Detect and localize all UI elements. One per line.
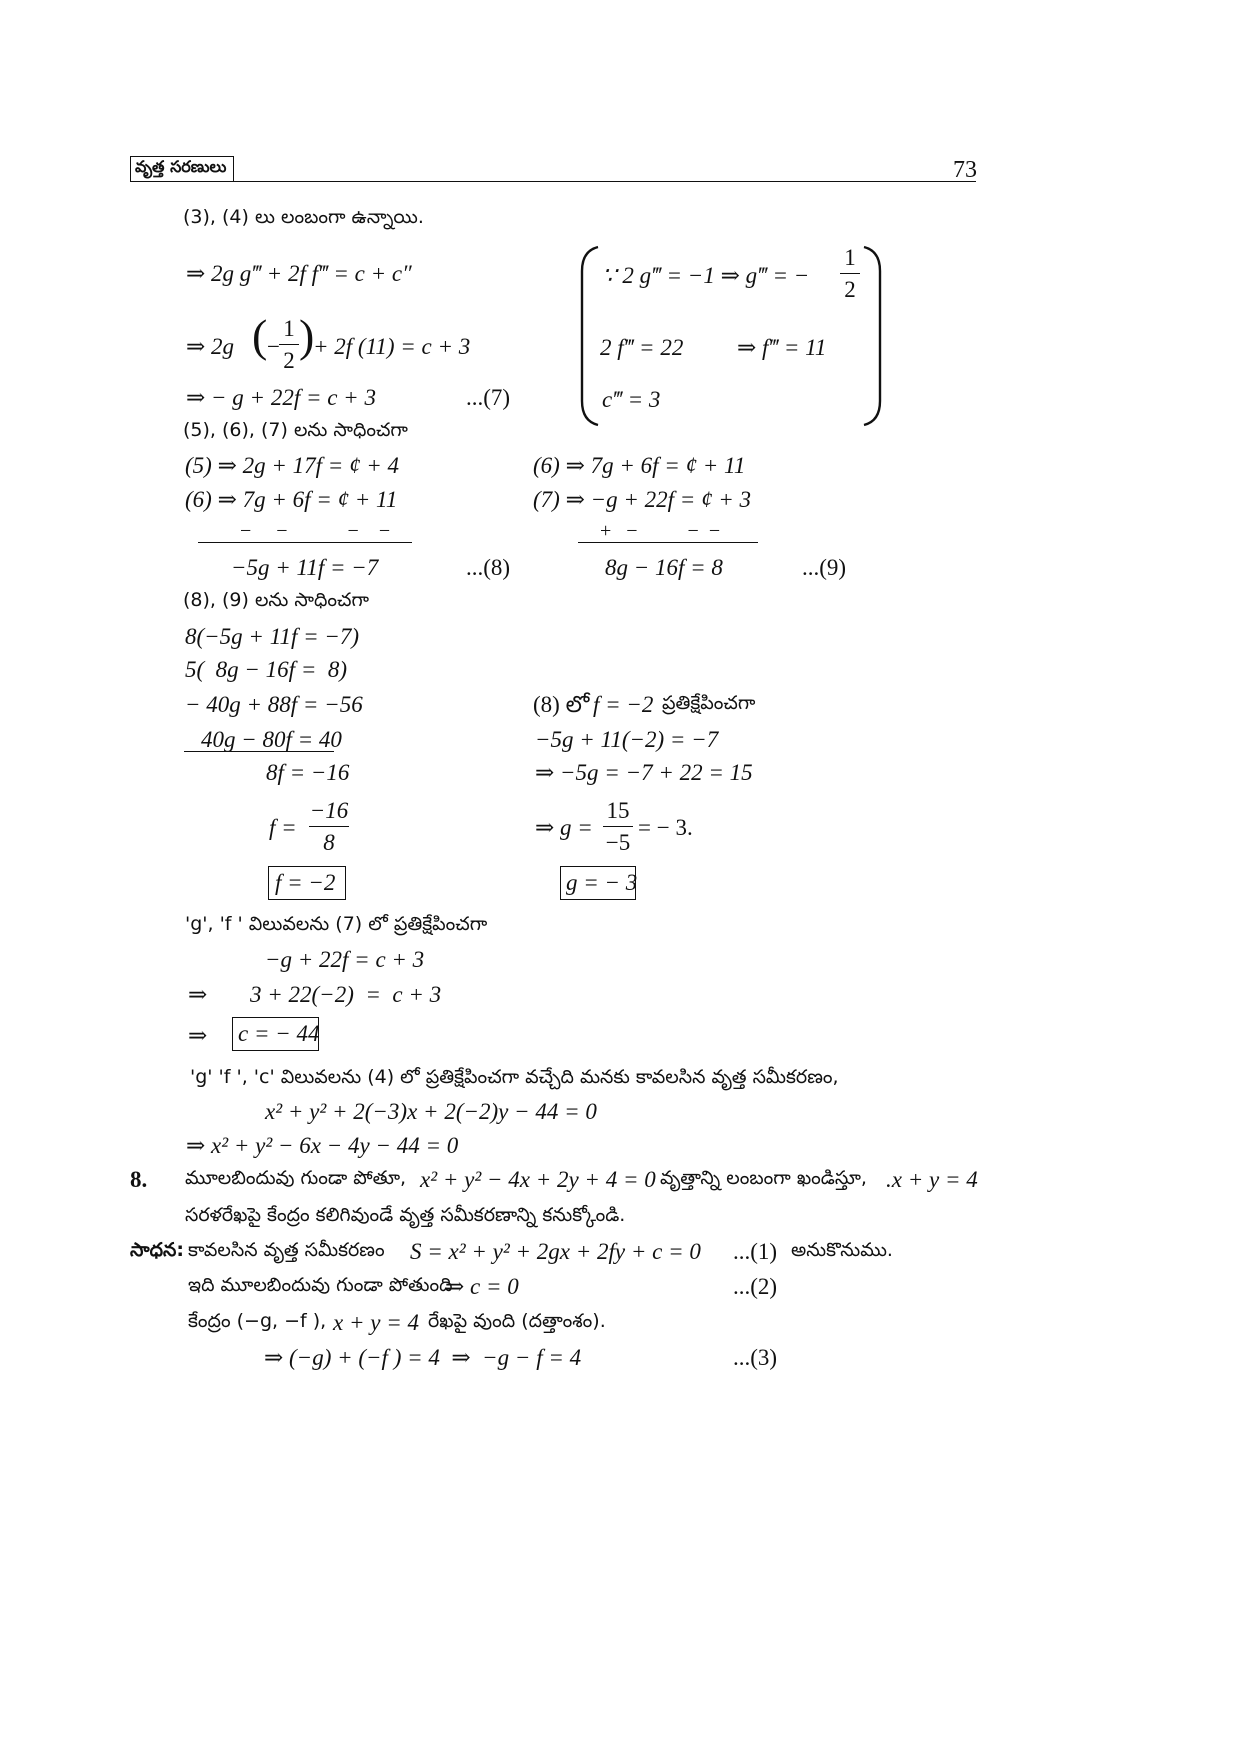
g-answer: g = − 3 <box>566 870 638 895</box>
c-line-3-arrow: ⇒ <box>188 1023 208 1048</box>
final-intro: 'g' 'f ', 'c' విలువలను (4) లో ప్రతిక్షేపించగా వచ్చేది మనకు కావలసిన వృత్త సమీకరణం, <box>190 1066 839 1088</box>
solution-line-4: ⇒ (−g) + (−f ) = 4 ⇒ −g − f = 4 <box>264 1345 582 1370</box>
paren-open: ( <box>252 310 268 361</box>
solution-line-3-eq: x + y = 4 <box>333 1310 419 1335</box>
solution-line-2a: ఇది మూలబిందువు గుండా పోతుంది <box>188 1274 453 1296</box>
equation-tag-7: ...(7) <box>466 385 511 410</box>
bracket-fraction: 1 2 <box>840 246 860 301</box>
equation-2-pre: ⇒ 2g <box>186 334 235 359</box>
perpendicular-line: (3), (4) లు లంబంగా ఉన్నాయి. <box>183 206 424 228</box>
solution-line-1a: కావలసిన వృత్త సమీకరణం <box>188 1239 385 1261</box>
multiply-line-1: 8(−5g + 11f = −7) <box>185 624 360 649</box>
solution-line-2-eq: ⇒ c = 0 <box>445 1274 519 1299</box>
f-fraction: −16 8 <box>309 798 349 855</box>
page-number: 73 <box>953 157 977 183</box>
final-equation-b: ⇒ x² + y² − 6x − 4y − 44 = 0 <box>186 1133 459 1158</box>
g-rhs: = − 3. <box>638 815 693 840</box>
solution-line-3b: రేఖపై వుంది (దత్తాంశం). <box>428 1310 606 1332</box>
bracket-row-2b: ⇒ f‴ = 11 <box>737 335 827 360</box>
equation-1: ⇒ 2g g‴ + 2f f‴ = c + c″ <box>186 261 412 286</box>
left-system-row-2: (6) ⇒ 7g + 6f = ¢ + 11 <box>185 487 398 512</box>
question-number: 8. <box>130 1167 148 1192</box>
f-answer: f = −2 <box>275 870 336 895</box>
question-line-1-eq2: .x + y = 4 <box>886 1167 978 1192</box>
solution-line-1-eq: S = x² + y² + 2gx + 2fy + c = 0 <box>410 1239 701 1264</box>
right-system-rule <box>578 542 758 543</box>
c-answer: c = − 44 <box>238 1021 320 1046</box>
g-fraction: 15 −5 <box>603 799 633 854</box>
solution-tag-3: ...(3) <box>733 1345 778 1370</box>
multiply-line-2: 5( 8g − 16f = 8) <box>185 657 347 682</box>
right-system-result: 8g − 16f = 8 <box>605 555 723 580</box>
right-system-row-2: (7) ⇒ −g + 22f = ¢ + 3 <box>533 487 752 512</box>
equation-2-post: + 2f (11) = c + 3 <box>313 334 471 359</box>
c-line-2-arrow: ⇒ <box>188 982 208 1007</box>
final-equation-a: x² + y² + 2(−3)x + 2(−2)y − 44 = 0 <box>265 1099 597 1124</box>
solution-tag-1-text: అనుకొనుము. <box>791 1239 893 1261</box>
c-line-1: −g + 22f = c + 3 <box>265 947 425 972</box>
solve-567: (5), (6), (7) లను సాధించగా <box>183 419 408 441</box>
equation-3: ⇒ − g + 22f = c + 3 <box>186 385 376 410</box>
multiply-line-3: − 40g + 88f = −56 <box>185 692 363 717</box>
right-system-row-1: (6) ⇒ 7g + 6f = ¢ + 11 <box>533 453 746 478</box>
multiply-line-4: 40g − 80f = 40 <box>201 727 342 752</box>
left-system-signs: − − − − <box>240 520 391 542</box>
question-line-1a: మూలబిందువు గుండా పోతూ, <box>185 1167 407 1189</box>
question-line-1-eq: x² + y² − 4x + 2y + 4 = 0 <box>420 1167 656 1192</box>
bracket-right <box>862 245 884 427</box>
solution-line-3a: కేంద్రం (−g, −f ), <box>188 1310 327 1332</box>
solution-tag-1: ...(1) <box>733 1239 778 1264</box>
c-line-2: 3 + 22(−2) = c + 3 <box>250 982 442 1007</box>
solution-tag-2: ...(2) <box>733 1274 778 1299</box>
solve-89: (8), (9) లను సాధించగా <box>183 589 369 611</box>
sub-line-1: −5g + 11(−2) = −7 <box>535 727 719 752</box>
sub-line-2: ⇒ −5g = −7 + 22 = 15 <box>535 760 753 785</box>
sub-intro-eq: f = −2 <box>593 692 654 717</box>
multiply-rule <box>184 751 334 752</box>
g-lhs: ⇒ g = <box>535 815 593 840</box>
left-system-row-1: (5) ⇒ 2g + 17f = ¢ + 4 <box>185 453 400 478</box>
equation-tag-8: ...(8) <box>466 555 511 580</box>
gf-substitute-intro: 'g', 'f ' విలువలను (7) లో ప్రతిక్షేపించగా <box>185 913 488 935</box>
bracket-left <box>578 245 600 427</box>
bracket-row-3: c‴ = 3 <box>602 387 661 412</box>
right-system-signs: + − − − <box>600 520 721 542</box>
question-line-1b: వృత్తాన్ని లంబంగా ఖండిస్తూ, <box>660 1167 867 1189</box>
paren-close: ) <box>299 310 315 361</box>
equation-tag-9: ...(9) <box>802 555 847 580</box>
sub-intro-post: ప్రతిక్షేపించగా <box>662 692 756 714</box>
bracket-row-1: ∵ 2 g‴ = −1 ⇒ g‴ = − <box>602 263 810 288</box>
sub-intro-pre: (8) లో <box>533 692 590 717</box>
header-rule <box>130 181 976 182</box>
left-system-rule <box>198 542 412 543</box>
bracket-row-2a: 2 f‴ = 22 <box>600 335 684 360</box>
fraction-half: 1 2 <box>279 317 299 372</box>
left-system-result: −5g + 11f = −7 <box>231 555 379 580</box>
chapter-title: వృత్త సరణులు <box>135 157 227 176</box>
equation-2-neg: − <box>267 334 280 359</box>
solution-label: సాధన: <box>130 1239 184 1261</box>
question-line-2: సరళరేఖపై కేంద్రం కలిగివుండే వృత్త సమీకరణాన్ని కనుక్కోండి. <box>185 1204 626 1226</box>
multiply-result: 8f = −16 <box>266 760 350 785</box>
f-lhs: f = <box>269 815 297 840</box>
